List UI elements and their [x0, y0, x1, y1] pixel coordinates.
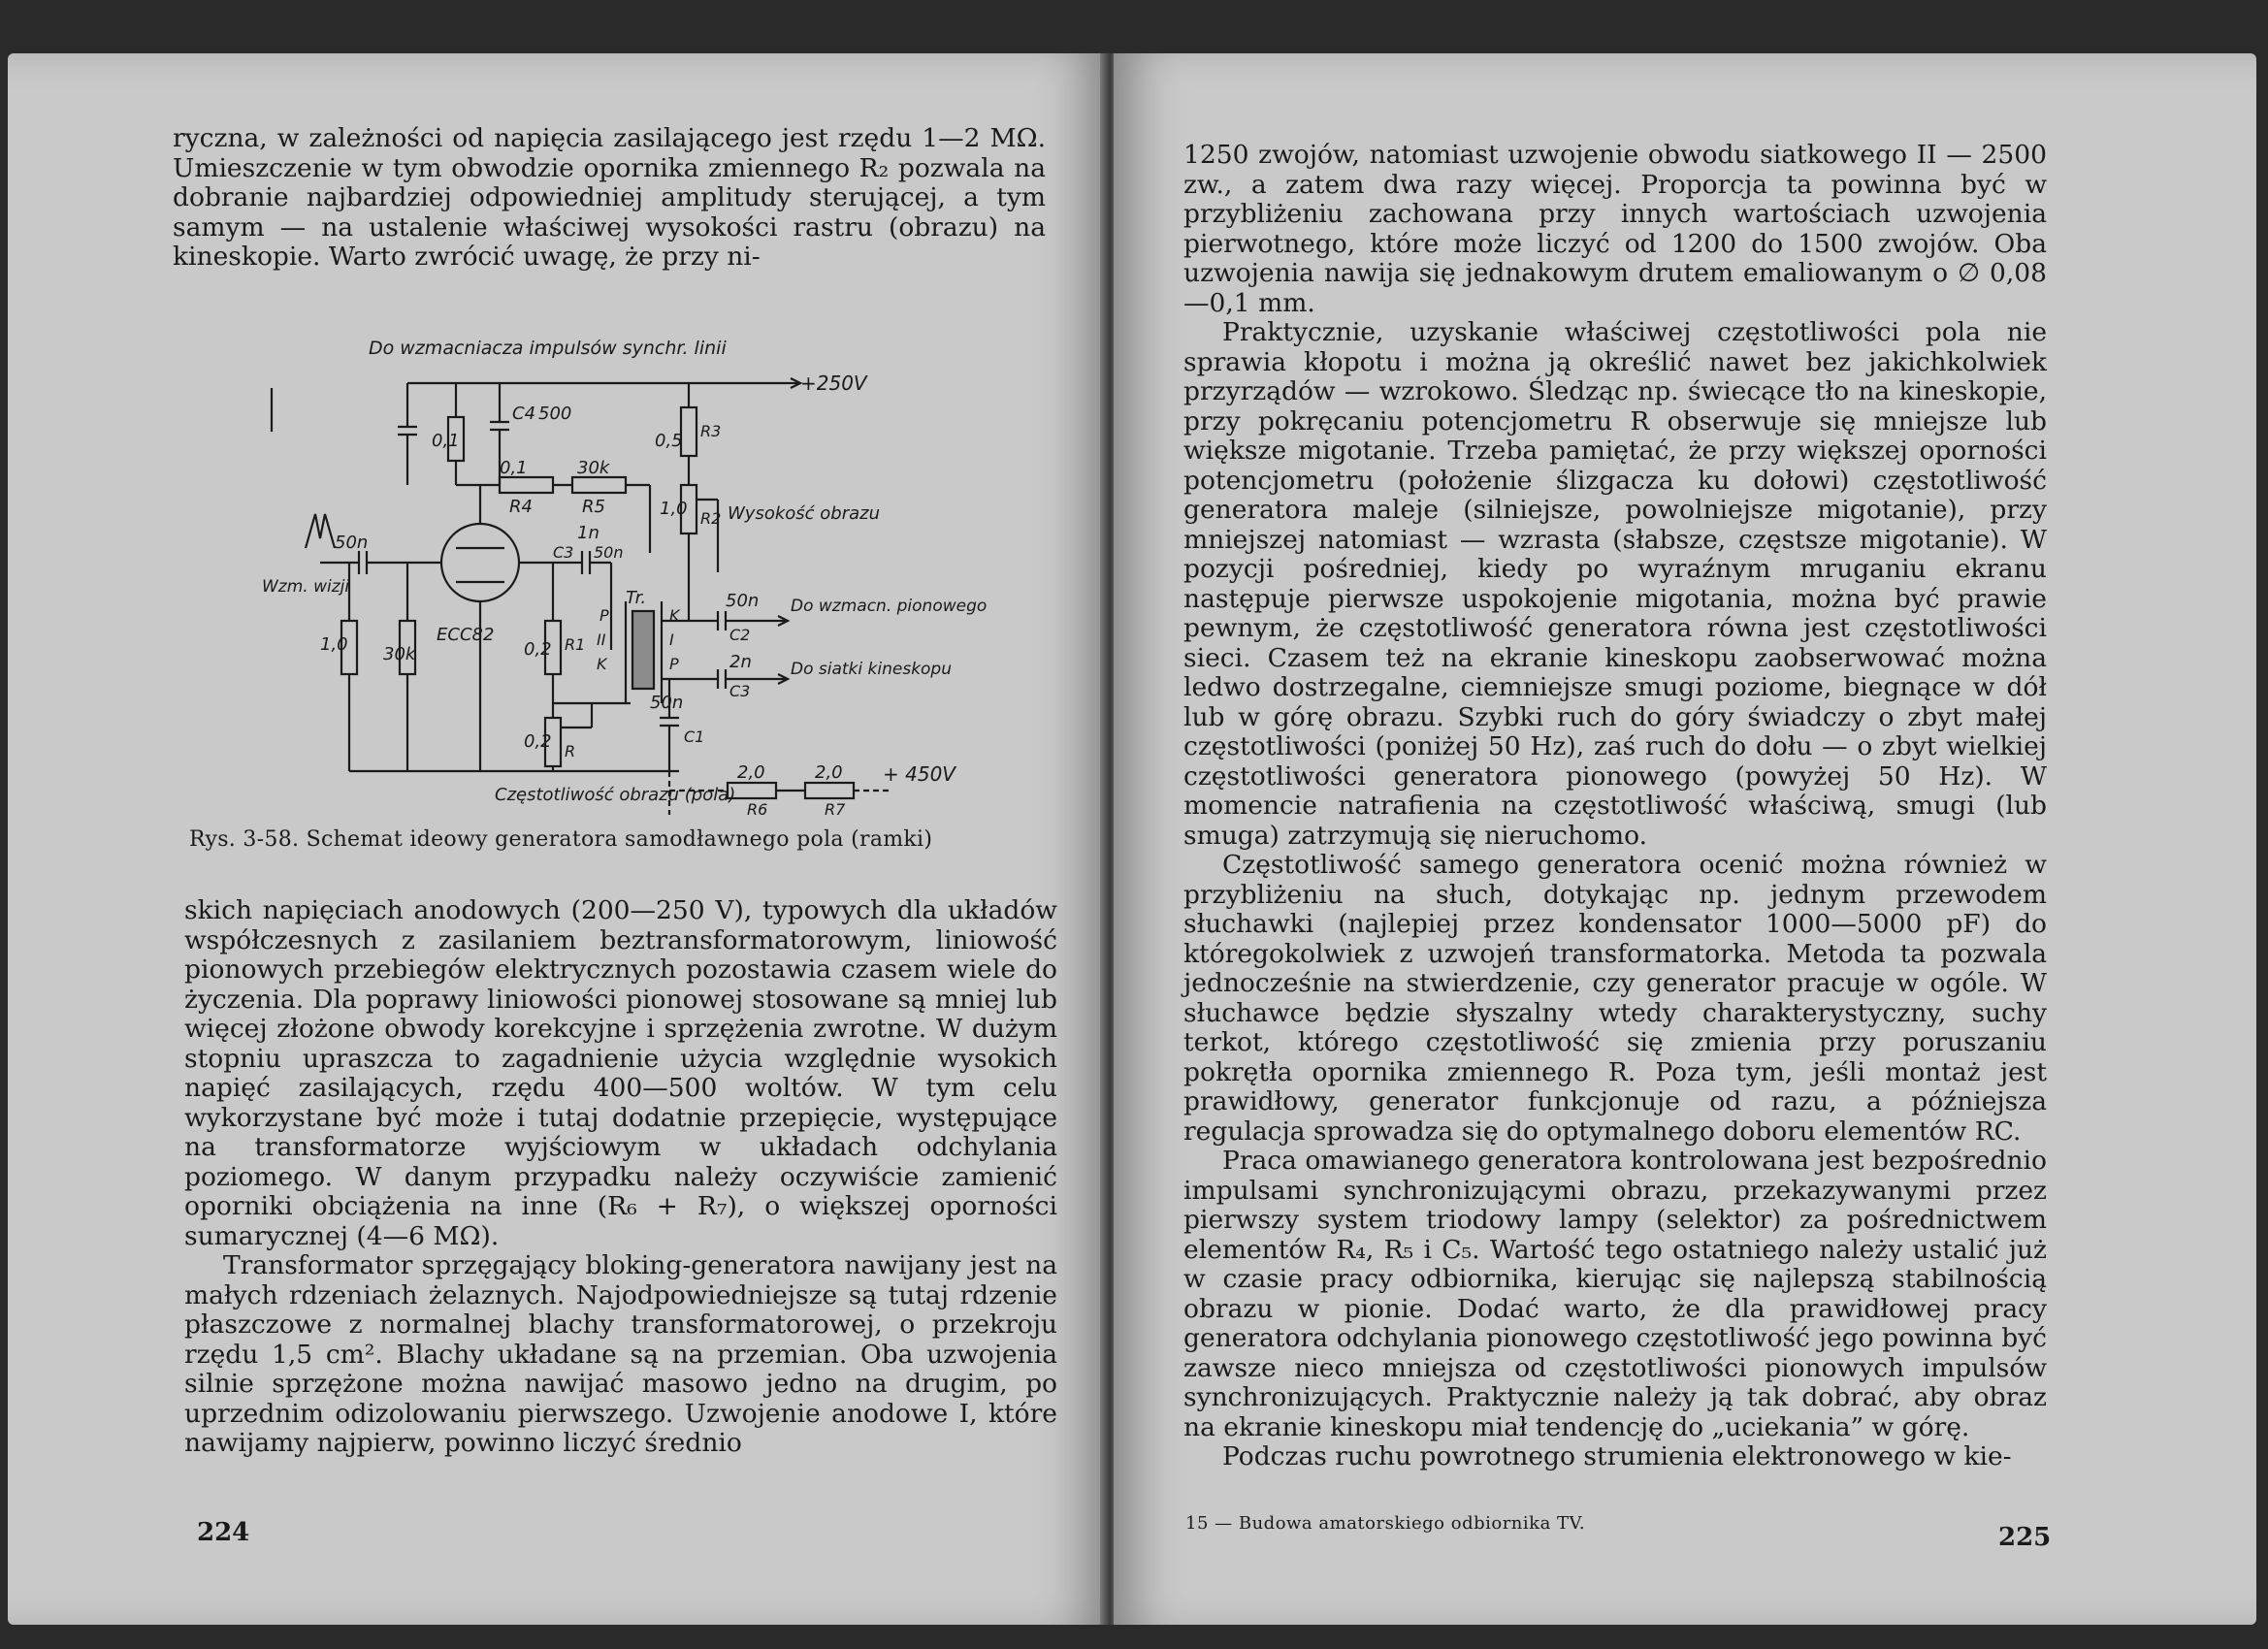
footnote: 15 — Budowa amatorskiego odbiornika TV.	[1185, 1513, 1586, 1534]
right-paragraph-3: Częstotliwość samego generatora ocenić można również w przybliżeniu na słuch, dotykając np. jednym przewodem słuchawki (najlepiej przez kondensator 1000—5000 pF) do któregokolwiek z uzwojeń transformatorka. Metoda ta pozwala jednocześnie na stwierdzenie, czy generator pracuje w ogóle. W słuchawce będzie słyszalny wtedy charakterystyczny, suchy terkot, którego częstotliwość się zmienia przy poruszaniu pokrętła opornika zmiennego R. Poza tym, jeśli montaż jest prawidłowy, generator funkcjonuje od razu, a późniejsza regulacja sprowadza się do optymalnego doboru elementów RC.	[1183, 850, 2047, 1147]
label-plus250: +250V	[800, 372, 867, 395]
label-plus450: + 450V	[883, 762, 956, 786]
resistor-r7	[805, 783, 854, 798]
label-do-wzmacn: Do wzmacn. pionowego	[791, 597, 988, 616]
right-paragraph-4: Praca omawianego generatora kontrolowana jest bezpośrednio impulsami synchronizującymi obrazu, przekazywanymi przez pierwszy system triodowy lampy (selektor) za pośrednictwem elementów R₄, R₅ i C₅. Wartość tego ostatniego należy ustalić już w czasie pracy odbiornika, kierując się najlepszą stabilnością obrazu w pionie. Dodać warto, że dla prawidłowej pracy generatora odchylania pionowego częstotliwość jego powinna być zawsze nieco mniejsza od częstotliwości pionowych impulsów synchronizujących. Praktycznie należy ją tak dobrać, aby obraz na ekranie kineskopu miał tendencję do „uciekania” w górę.	[1183, 1146, 2047, 1442]
label-r3: R3	[700, 422, 722, 440]
label-30k-left: 30k	[383, 644, 416, 664]
label-r5: R5	[582, 497, 605, 517]
label-r05: 0,5	[655, 431, 683, 451]
label-r6-2-0: 2,0	[737, 762, 765, 783]
tube-ecc82	[441, 524, 519, 601]
label-30k: 30k	[577, 458, 610, 478]
left-text-bottom	[184, 896, 1057, 1459]
label-do-siatki: Do siatki kineskopu	[791, 660, 952, 679]
label-c1-50n: 50n	[650, 693, 684, 713]
label-k2: K	[597, 655, 607, 673]
label-c4: C4	[512, 404, 536, 424]
label-r2-1-0: 1,0	[660, 499, 688, 519]
resistor-r5	[572, 477, 626, 493]
left-paragraph-3: Transformator sprzęgający bloking-generatora nawijany jest na małych rdzeniach żelaznych. Najodpowiedniejsze są tutaj rdzenie płaszczowe z normalnej blachy transformatorowej, o przekroju rzędu 1,5 cm². Blachy układane są na przemian. Oba uzwojenia silnie sprzężone można nawijać masowo jedno na drugim, po uprzednim odizolowaniu pierwszego. Uzwojenie anodowe I, które nawijamy najpierw, powinno liczyć średnio	[184, 1250, 1057, 1458]
label-transformer: Tr.	[626, 588, 647, 608]
page-number-left: 224	[197, 1518, 250, 1547]
resistor-r3	[681, 407, 697, 456]
label-k: K	[669, 606, 680, 625]
label-wysokosc: Wysokość obrazu	[728, 503, 880, 524]
label-r-0-2: 0,2	[524, 731, 552, 752]
label-c2: C2	[729, 626, 751, 644]
label-tube: ECC82	[437, 625, 495, 645]
label-wzm-wizji: Wzm. wizji	[262, 577, 350, 597]
pulse-symbol	[306, 514, 335, 548]
label-r1: R1	[565, 635, 586, 654]
label-czestotliwosc: Częstotliwość obrazu (pola)	[495, 785, 736, 805]
label-r6: R6	[747, 800, 768, 815]
label-p2: P	[669, 655, 679, 673]
label-r01-vertical: 0,1	[432, 431, 460, 451]
label-r2: R2	[700, 509, 722, 528]
circuit-schematic	[262, 330, 999, 815]
label-p: P	[599, 606, 609, 625]
label-c3-50n: 50n	[594, 543, 624, 562]
label-c3: C3	[553, 543, 574, 562]
right-paragraph-1: 1250 zwojów, natomiast uzwojenie obwodu siatkowego II — 2500 zw., a zatem dwa razy więcej. Proporcja ta powinna być w przybliżeniu zachowana przy innych wartościach uzwojenia pierwotnego, które może liczyć od 1200 do 1500 zwojów. Oba uzwojenia nawija się jednakowym drutem emaliowanym o ∅ 0,08—0,1 mm.	[1183, 140, 2047, 318]
label-ii: II	[597, 630, 606, 649]
right-paragraph-5: Podczas ruchu powrotnego strumienia elektronowego w kie-	[1222, 1441, 2012, 1471]
right-text	[1183, 141, 2047, 1472]
label-500: 500	[538, 404, 572, 424]
label-input-top: Do wzmacniacza impulsów synchr. linii	[369, 338, 727, 359]
label-r01: 0,1	[500, 458, 528, 478]
figure-caption: Rys. 3-58. Schemat ideowy generatora samodławnego pola (ramki)	[189, 827, 933, 852]
label-r: R	[565, 742, 576, 760]
label-r7: R7	[825, 800, 846, 815]
resistor-r4	[500, 477, 553, 493]
label-1-0-left: 1,0	[320, 634, 348, 655]
label-1n: 1n	[577, 523, 599, 543]
left-paragraph-2: skich napięciach anodowych (200—250 V), typowych dla układów współczesnych z zasilaniem beztransformatorowym, liniowość pionowych przebiegów elektrycznych pozostawia czasem wiele do życzenia. Dla poprawy liniowości pionowej stosowane są mniej lub więcej złożone obwody korekcyjne i sprzężenia zwrotne. W dużym stopniu upraszcza to zagadnienie użycia względnie wysokich napięć zasilających, rzędu 400—500 woltów. W tym celu wykorzystane być może i tutaj dodatnie przepięcie, występujące na transformatorze wyjściowym w układach odchylania poziomego. W danym przypadku należy oczywiście zamienić oporniki obciążenia na inne (R₆ + R₇), o większej oporności sumarycznej (4—6 MΩ).	[184, 895, 1057, 1251]
label-i: I	[669, 630, 674, 649]
page-number-right: 225	[1998, 1523, 2052, 1552]
label-input-50n: 50n	[335, 533, 369, 553]
label-c1: C1	[684, 728, 705, 746]
label-r4: R4	[509, 497, 533, 517]
transformer-tr	[632, 611, 654, 689]
label-c2-50n: 50n	[726, 591, 760, 611]
left-paragraph-1: ryczna, w zależności od napięcia zasilającego jest rzędu 1—2 MΩ. Umieszczenie w tym obwodzie opornika zmiennego R₂ pozwala na dobranie najbardziej odpowiedniej amplitudy sterującej, a tym samym — na ustalenie właściwej wysokości rastru (obrazu) na kineskopie. Warto zwrócić uwagę, że przy ni-	[173, 123, 1046, 272]
left-text-top	[173, 124, 1046, 273]
label-r1-0-2: 0,2	[524, 639, 552, 660]
label-2n: 2n	[729, 652, 752, 672]
label-r7-2-0: 2,0	[815, 762, 843, 783]
right-paragraph-2: Praktycznie, uzyskanie właściwej częstotliwości pola nie sprawia kłopotu i można ją określić nawet bez jakichkolwiek przyrządów — wzrokowo. Śledząc np. świecące tło na kineskopie, przy pokręcaniu potencjometru R obserwuje się mniejsze lub większe migotanie. Trzeba pamiętać, że przy większej oporności potencjometru (położenie ślizgacza ku dołowi) częstotliwość generatora maleje (silniejsze, powolniejsze migotanie), przy mniejszej natomiast — wzrasta (słabsze, częstsze migotanie). W pozycji pośredniej, kiedy po wyraźnym mruganiu ekranu następuje pierwsze uspokojenie migotania, można być prawie pewnym, że częstotliwość generatora równa jest częstotliwości sieci. Czasem też na ekranie kineskopu zaobserwować można ledwo dostrzegalne, ciemniejsze smugi poziome, biegnące w dół lub w górę obrazu. Szybki ruch do góry świadczy o zbyt małej częstotliwości (poniżej 50 Hz), zaś ruch do dołu — o zbyt wielkiej częstotliwości generatora pionowego (powyżej 50 Hz). W momencie natrafienia na częstotliwość właściwą, smugi (lub smuga) zatrzymują się nieruchomo.	[1183, 317, 2047, 851]
label-c3-out: C3	[729, 682, 751, 700]
